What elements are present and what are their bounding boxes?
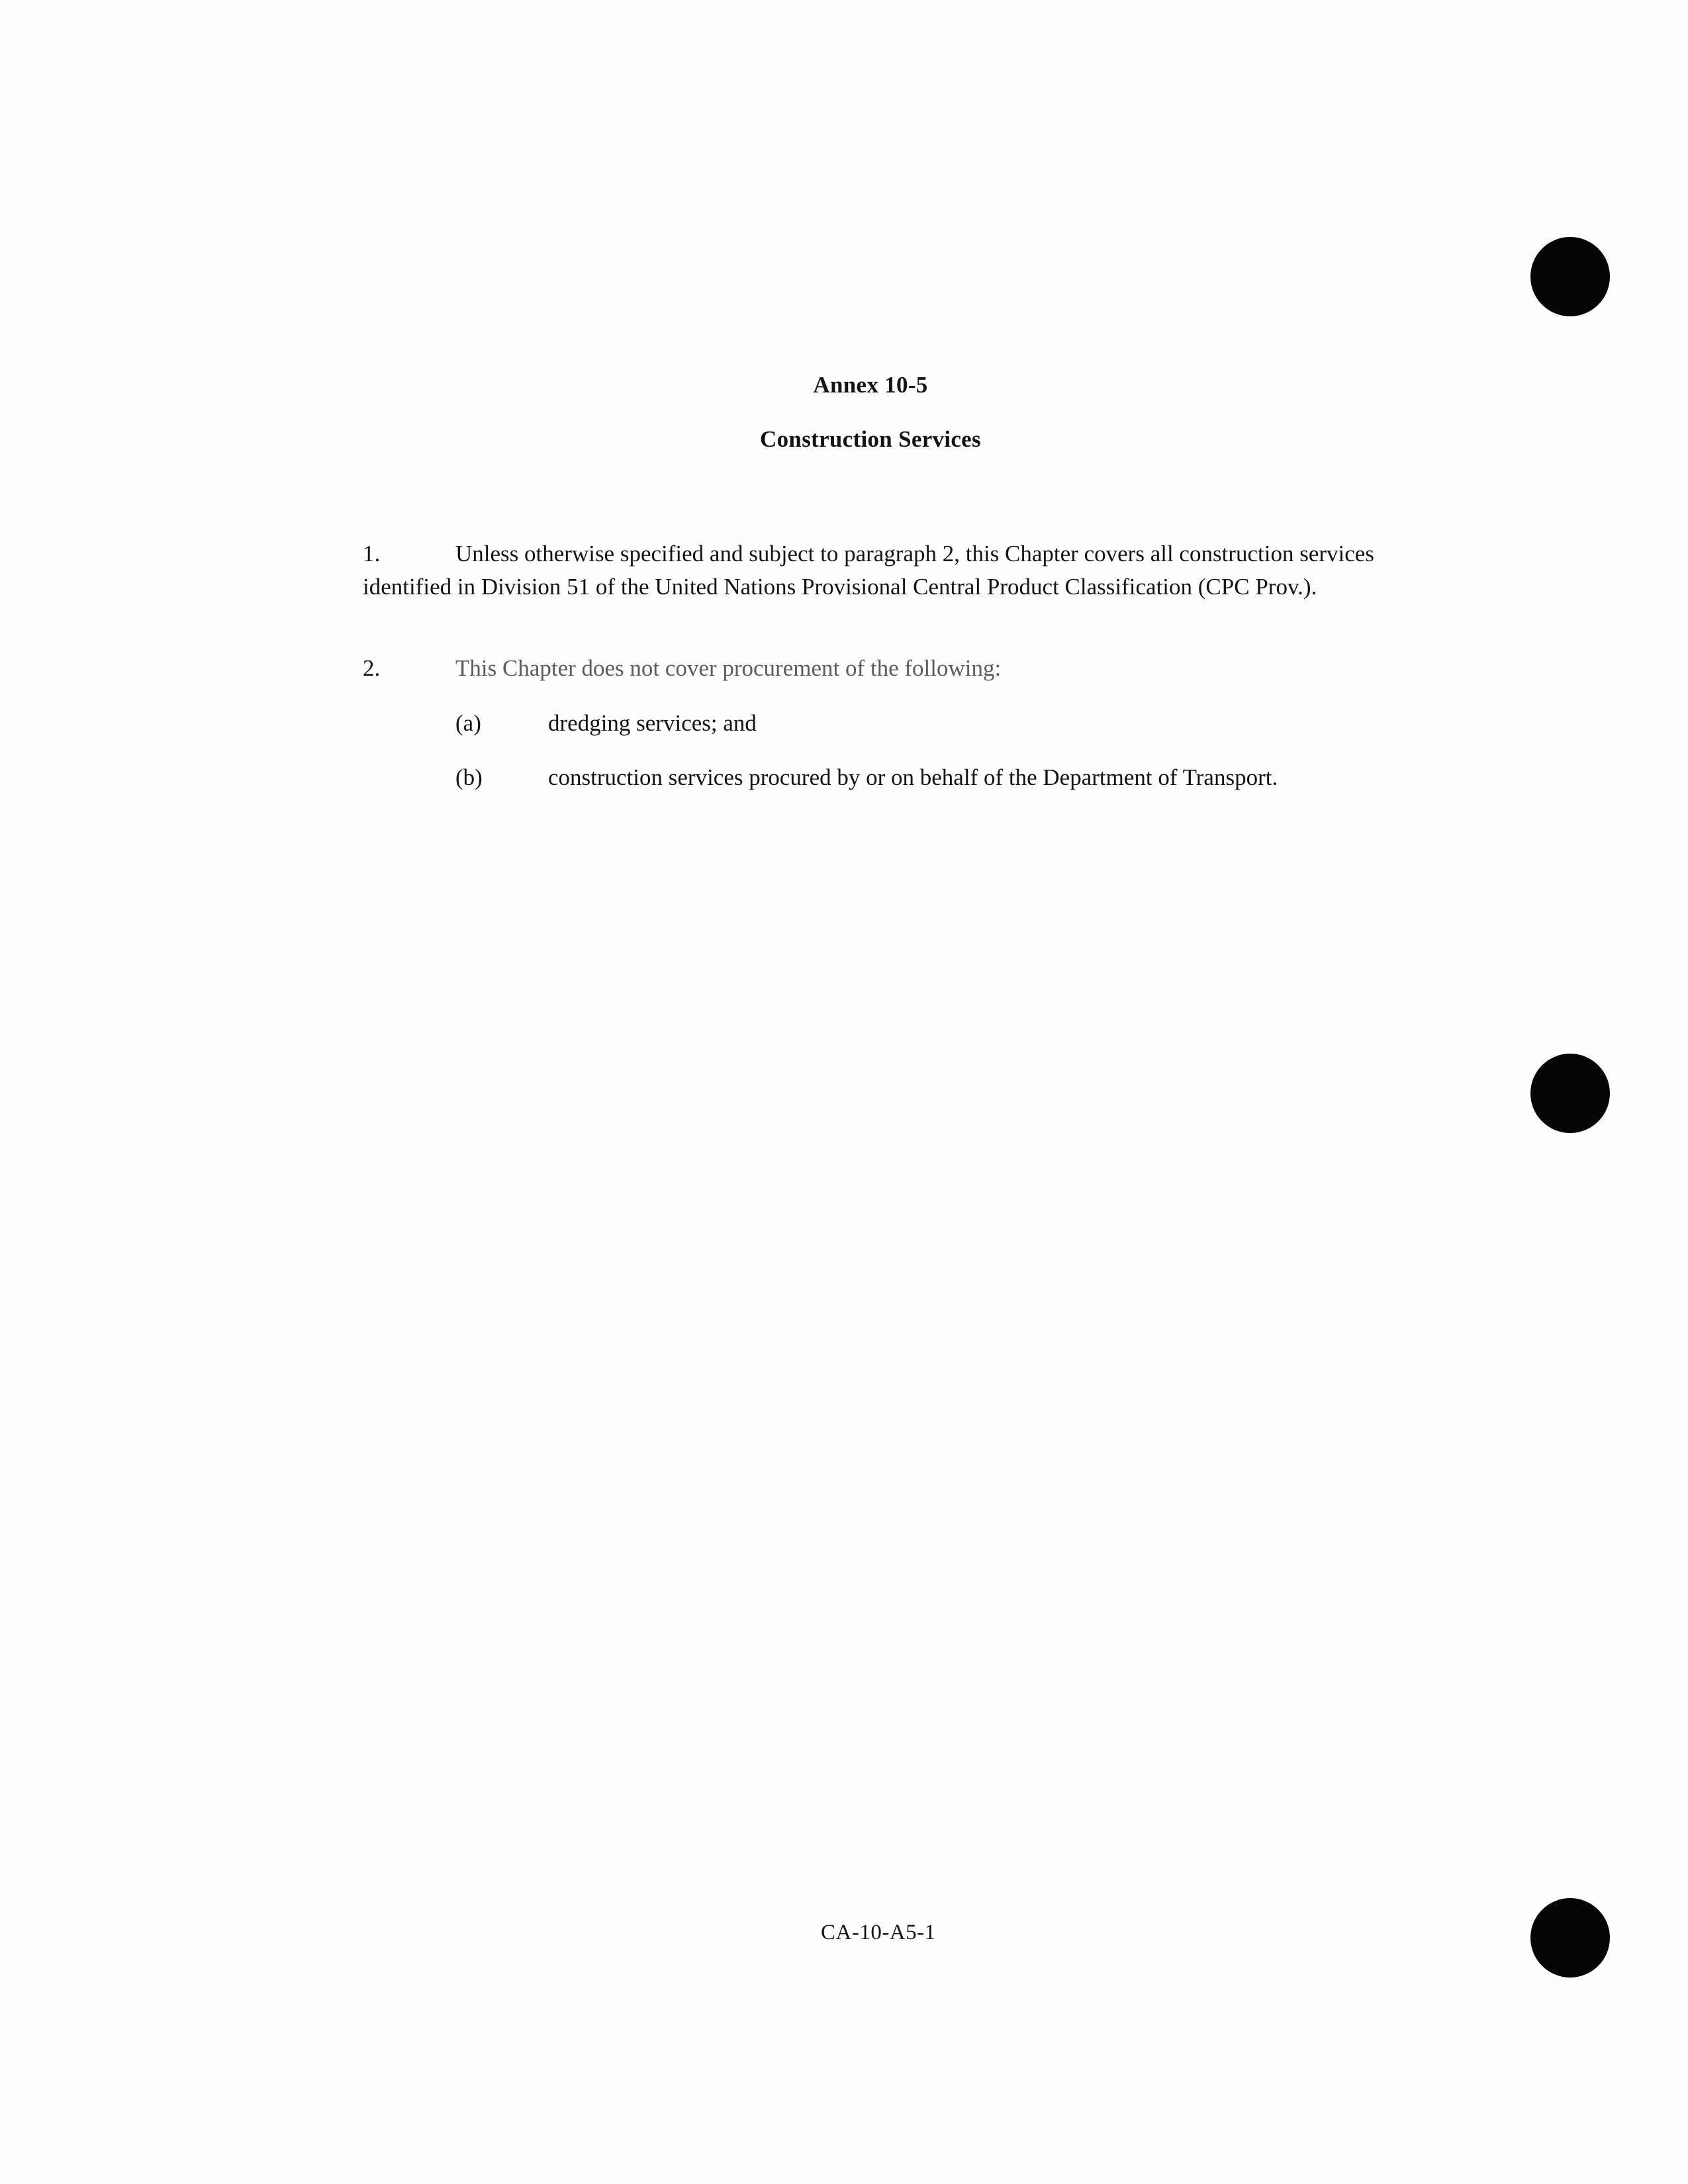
annex-heading: Annex 10-5 [813, 372, 928, 398]
list-item-label: (a) [455, 710, 481, 736]
paragraph-2 [363, 652, 1382, 685]
paragraph-text: Unless otherwise specified and subject to paragraph 2, this Chapter covers all construction services identified in Division 51 of the United Nations Provisional Central Product Classification (CPC Prov.). [363, 541, 1374, 600]
list-item [455, 761, 1415, 794]
list-item-label: (b) [455, 764, 483, 790]
list-item-text: dredging services; and [548, 710, 757, 736]
paragraph-text: This Chapter does not cover procurement of the following: [455, 655, 1002, 681]
paragraph-number: 2. [363, 655, 381, 681]
paragraph-1 [363, 537, 1382, 604]
page-footer: CA-10-A5-1 [821, 1921, 936, 1944]
list-item-text: construction services procured by or on behalf of the Department of Transport. [548, 764, 1278, 790]
punch-hole [1530, 1898, 1610, 1978]
punch-hole [1530, 1054, 1610, 1133]
list-item [455, 707, 1415, 740]
paragraph-number: 1. [363, 541, 381, 567]
punch-hole [1530, 237, 1610, 316]
page-title: Construction Services [760, 426, 981, 452]
